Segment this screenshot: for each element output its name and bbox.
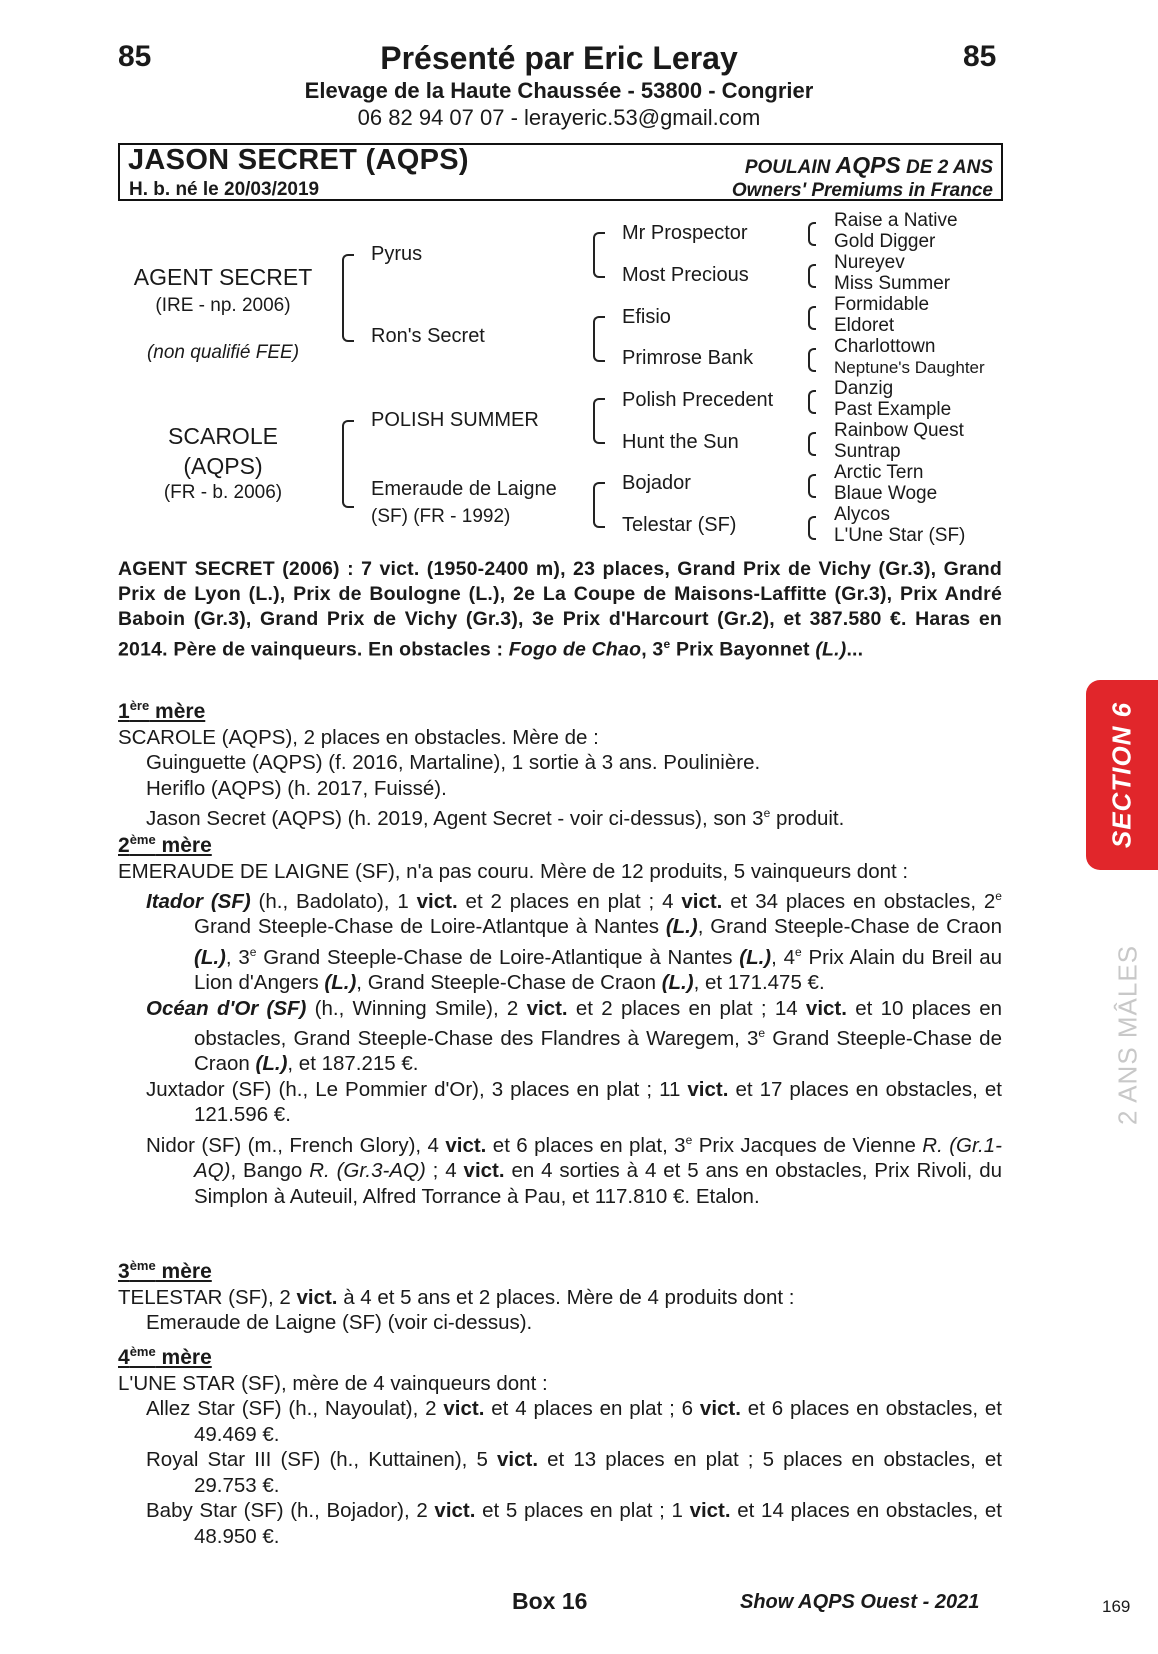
dam-info: (FR - b. 2006) [163, 482, 283, 503]
dam1-heading: 1ère mère [118, 698, 206, 723]
lot-number-right: 85 [963, 40, 997, 73]
brace-g2-4 [593, 482, 605, 528]
brace-g3-5 [808, 390, 816, 414]
gen4-13: Arctic Tern [834, 462, 924, 483]
brace-dam [342, 420, 354, 508]
gen4-9: Danzig [834, 378, 894, 399]
dam-name-line2: (AQPS) [183, 453, 263, 479]
brace-g3-7 [808, 474, 816, 498]
breeder-address: Elevage de la Haute Chaussée - 53800 - Congrier [304, 78, 814, 103]
brace-g2-1 [593, 232, 605, 278]
dam4-intro: L'UNE STAR (SF), mère de 4 vainqueurs dont : [118, 1371, 548, 1395]
gen4-10: Past Example [834, 399, 952, 420]
dam4-royal-star: Royal Star III (SF) (h., Kuttainen), 5 vict. et 13 places en plat ; 5 places en obstacles, et 29.753 €. [146, 1448, 1002, 1497]
brace-g3-1 [808, 222, 816, 246]
owners-premiums: Owners' Premiums in France [731, 180, 993, 201]
section-tab-label: SECTION 6 [1106, 701, 1137, 849]
brace-g3-8 [808, 516, 816, 540]
brace-g3-4 [808, 348, 816, 372]
dam2-heading: 2ème mère [118, 832, 212, 857]
gen3-most-precious: Most Precious [622, 264, 749, 286]
dam3-heading: 3ème mère [118, 1258, 212, 1283]
dam2-section [118, 827, 1002, 1209]
dam1-produce-1: Guinguette (AQPS) (f. 2016, Martaline), 1 sortie à 3 ans. Poulinière. [146, 751, 761, 774]
gen3-polish-precedent: Polish Precedent [622, 389, 774, 411]
gen2-rons-secret: Ron's Secret [371, 325, 485, 347]
gen3-hunt-the-sun: Hunt the Sun [622, 431, 739, 453]
gen3-bojador: Bojador [622, 472, 691, 494]
gen4-14: Blaue Woge [834, 483, 938, 504]
lot-number-left: 85 [118, 40, 152, 73]
category-label: 2 ANS MÂLES [1112, 944, 1143, 1126]
dam2-juxtador: Juxtador (SF) (h., Le Pommier d'Or), 3 places en plat ; 11 vict. et 17 places en obstacles, et 121.596 €. [146, 1077, 1002, 1127]
dam2-intro: EMERAUDE DE LAIGNE (SF), n'a pas couru. Mère de 12 produits, 5 vainqueurs dont : [118, 859, 909, 883]
gen4-2: Gold Digger [834, 231, 936, 252]
dam-name-line1: SCAROLE [168, 423, 278, 449]
dam4-section [118, 1339, 1002, 1549]
gen4-3: Nureyev [834, 252, 905, 273]
dam1-section [118, 693, 1002, 831]
dam3-section [118, 1253, 1002, 1336]
gen4-15: Alycos [834, 504, 890, 525]
gen4-8: Neptune's Daughter [834, 358, 985, 377]
show-name: Show AQPS Ouest - 2021 [740, 1591, 980, 1613]
gen2-emeraude-info: (SF) (FR - 1992) [371, 506, 511, 527]
sire-name: AGENT SECRET [133, 264, 313, 290]
gen4-5: Formidable [834, 294, 930, 315]
dam4-heading: 4ème mère [118, 1344, 212, 1369]
box-number: Box 16 [512, 1588, 588, 1614]
brace-g3-2 [808, 264, 816, 288]
dam1-produce-2: Heriflo (AQPS) (h. 2017, Fuissé). [146, 776, 447, 800]
dam2-ocean: Océan d'Or (SF) (h., Winning Smile), 2 vict. et 2 places en plat ; 14 vict. et 10 places en obstacles, Grand Steeple-Chase des Flandres à Waregem, 3e Grand Steeple-Chase de Craon (L.), et 187.215 €. [146, 996, 1002, 1076]
dam2-nidor: Nidor (SF) (m., French Glory), 4 vict. et 6 places en plat, 3e Prix Jacques de Vienne R. (Gr.1-AQ), Bango R. (Gr.3-AQ) ; 4 vict. en 4 sorties à 4 et 5 ans en obstacles, Prix Rivoli, du Simplon à Auteuil, Alfred Torrance à Pau, et 117.810 €. Etalon. [146, 1132, 1002, 1208]
horse-name: JASON SECRET (AQPS) [128, 144, 469, 176]
gen4-16: L'Une Star (SF) [834, 525, 966, 546]
page-title: Présenté par Eric Leray [380, 40, 738, 76]
horse-sex-age: POULAIN AQPS DE 2 ANS [744, 152, 993, 178]
gen2-emeraude: Emeraude de Laigne [371, 478, 557, 500]
brace-g2-3 [593, 398, 605, 444]
sire-record: AGENT SECRET (2006) : 7 vict. (1950-2400 m), 23 places, Grand Prix de Vichy (Gr.3), Grand Prix de Lyon (L.), Prix de Boulogne (L.), 2e La Coupe de Maisons-Laffitte (Gr.3), Prix André Baboin (Gr.3), Grand Prix de Vichy (Gr.3), 3e Prix d'Harcourt (Gr.2), et 387.580 €. Haras en 2014. Père de vainqueurs. En obstacles : Fogo de Chao, 3e Prix Bayonnet (L.)... [118, 558, 1002, 661]
breeder-contact: 06 82 94 07 07 - lerayeric.53@gmail.com [357, 105, 761, 130]
gen3-efisio: Efisio [622, 306, 671, 328]
sire-info: (IRE - np. 2006) [155, 295, 291, 316]
dam3-intro: TELESTAR (SF), 2 vict. à 4 et 5 ans et 2 places. Mère de 4 produits dont : [118, 1285, 795, 1309]
brace-sire [342, 254, 354, 342]
dam1-intro: SCAROLE (AQPS), 2 places en obstacles. Mère de : [118, 725, 599, 749]
dam2-itador: Itador (SF) (h., Badolato), 1 vict. et 2 places en plat ; 4 vict. et 34 places en obstacles, 2e Grand Steeple-Chase de Loire-Atlantque à Nantes (L.), Grand Steeple-Chase de Craon (L.), 3e Grand Steeple-Chase de Loire-Atlantique à Nantes (L.), 4e Prix Alain du Breil au Lion d'Angers (L.), Grand Steeple-Chase de Craon (L.), et 171.475 €. [146, 889, 1002, 995]
gen4-4: Miss Summer [834, 273, 951, 294]
brace-g3-3 [808, 306, 816, 330]
gen4-12: Suntrap [834, 441, 901, 462]
gen4-11: Rainbow Quest [834, 420, 964, 441]
dam1-produce-3: Jason Secret (AQPS) (h. 2019, Agent Secret - voir ci-dessus), son 3e produit. [146, 806, 845, 830]
gen2-polish-summer: POLISH SUMMER [371, 409, 539, 431]
gen4-1: Raise a Native [834, 210, 958, 231]
page-number: 169 [1102, 1597, 1131, 1616]
gen3-primrose-bank: Primrose Bank [622, 347, 754, 369]
horse-birth: H. b. né le 20/03/2019 [129, 179, 320, 200]
dam4-allez-star: Allez Star (SF) (h., Nayoulat), 2 vict. et 4 places en plat ; 6 vict. et 6 places en obstacles, et 49.469 €. [146, 1397, 1002, 1446]
gen4-7: Charlottown [834, 336, 936, 357]
gen4-6: Eldoret [834, 315, 895, 336]
brace-g2-2 [593, 316, 605, 362]
gen2-pyrus: Pyrus [371, 243, 423, 265]
dam3-produce: Emeraude de Laigne (SF) (voir ci-dessus). [146, 1311, 533, 1334]
horse-identity-box [118, 143, 1003, 201]
dam4-baby-star: Baby Star (SF) (h., Bojador), 2 vict. et 5 places en plat ; 1 vict. et 14 places en obstacles, et 48.950 €. [146, 1499, 1002, 1548]
gen3-mr-prospector: Mr Prospector [622, 222, 748, 244]
brace-g3-6 [808, 432, 816, 456]
sire-note: (non qualifié FEE) [146, 342, 300, 363]
gen3-telestar: Telestar (SF) [622, 514, 737, 536]
